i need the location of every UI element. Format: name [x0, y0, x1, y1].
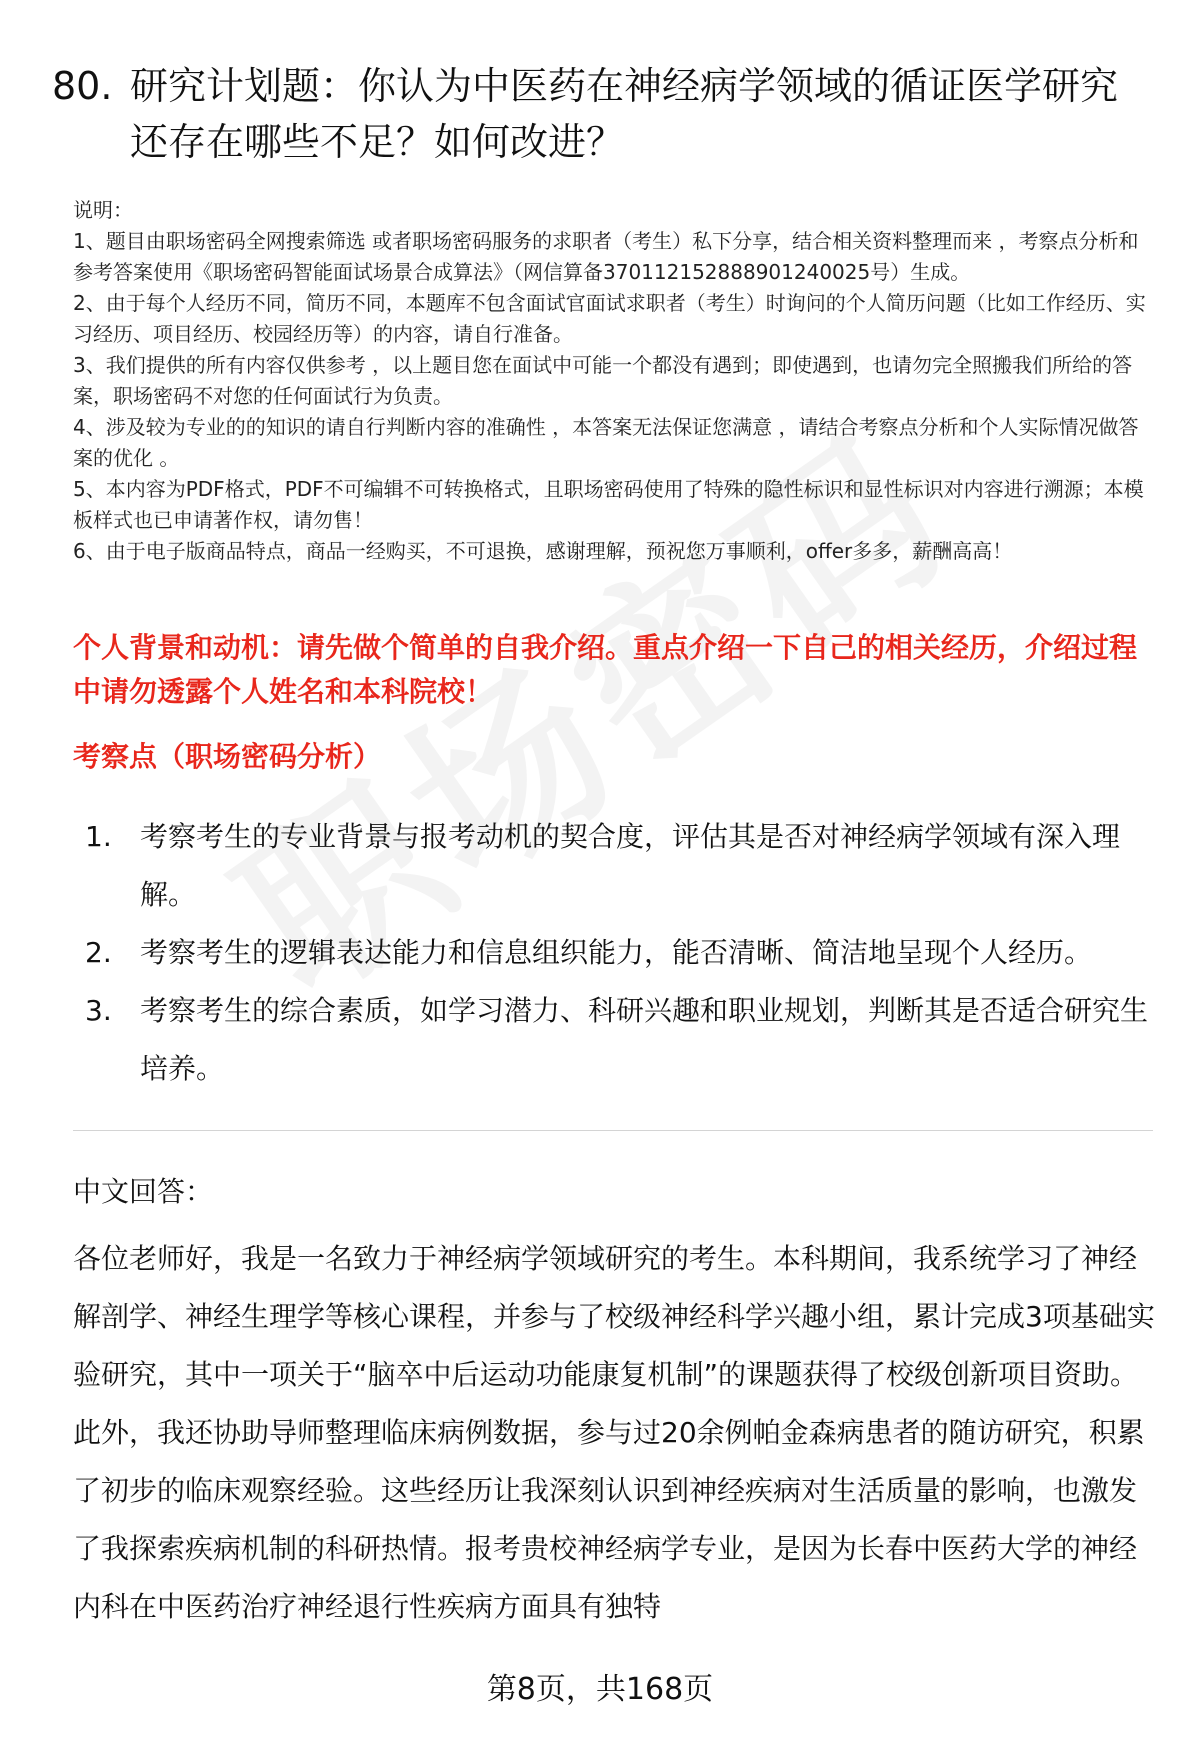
- question-heading: [52, 58, 1152, 170]
- point-text: 考察考生的专业背景与报考动机的契合度，评估其是否对神经病学领域有深入理解。: [140, 820, 1121, 911]
- notes-section: [73, 195, 1155, 567]
- answer-body: 各位老师好，我是一名致力于神经病学领域研究的考生。本科期间，我系统学习了神经解剖学、神经生理学等核心课程，并参与了校级神经科学兴趣小组，累计完成3项基础实验研究，其中一项关于“脑卒中后运动功能康复机制”的课题获得了校级创新项目资助。此外，我还协助导师整理临床病例数据，参与过20余例帕金森病患者的随访研究，积累了初步的临床观察经验。这些经历让我深刻认识到神经疾病对生活质量的影响，也激发了我探索疾病机制的科研热情。报考贵校神经病学专业，是因为长春中医药大学的神经内科在中医药治疗神经退行性疾病方面具有独特: [73, 1242, 1155, 1623]
- list-item: [73, 808, 1153, 924]
- notes-item: 6、由于电子版商品特点，商品一经购买，不可退换，感谢理解，预祝您万事顺利，offer多多，薪酬高高！: [73, 539, 1013, 563]
- notes-item: 3、我们提供的所有内容仅供参考 ，以上题目您在面试中可能一个都没有遇到；即使遇到，也请勿完全照搬我们所给的答案，职场密码不对您的任何面试行为负责。: [73, 353, 1133, 408]
- point-number: 1.: [85, 820, 112, 853]
- question-text: 研究计划题：你认为中医药在神经病学领域的循证医学研究还存在哪些不足？如何改进？: [130, 64, 1119, 164]
- analysis-points: [73, 808, 1153, 1098]
- notes-item: 1、题目由职场密码全网搜索筛选 或者职场密码服务的求职者（考生）私下分享，结合相关资料整理而来 ，考察点分析和参考答案使用《职场密码智能面试场景合成算法》（网信算备370112152888901240025号）生成。: [73, 229, 1139, 284]
- point-text: 考察考生的逻辑表达能力和信息组织能力，能否清晰、简洁地呈现个人经历。: [140, 936, 1093, 969]
- notes-item: 4、涉及较为专业的的知识的请自行判断内容的准确性 ，本答案无法保证您满意 ，请结合考察点分析和个人实际情况做答案的优化 。: [73, 415, 1139, 470]
- point-text: 考察考生的综合素质，如学习潜力、科研兴趣和职业规划，判断其是否适合研究生培养。: [140, 994, 1149, 1085]
- answer-label: 中文回答：: [73, 1175, 214, 1208]
- question-number: 80.: [52, 64, 113, 108]
- divider: [73, 1130, 1153, 1131]
- notes-item: 2、由于每个人经历不同，简历不同，本题库不包含面试官面试求职者（考生）时询问的个人简历问题（比如工作经历、实习经历、项目经历、校园经历等）的内容，请自行准备。: [73, 291, 1146, 346]
- notes-item: 5、本内容为PDF格式，PDF不可编辑不可转换格式，且职场密码使用了特殊的隐性标识和显性标识对内容进行溯源；本模板样式也已申请著作权，请勿售！: [73, 477, 1144, 532]
- list-item: [73, 924, 1153, 982]
- analysis-heading: 考察点（职场密码分析）: [73, 740, 382, 773]
- notes-title: 说明：: [73, 198, 133, 222]
- point-number: 3.: [85, 994, 112, 1027]
- intro-heading: 个人背景和动机：请先做个简单的自我介绍。重点介绍一下自己的相关经历，介绍过程中请勿透露个人姓名和本科院校！: [73, 631, 1138, 708]
- page-footer: 第8页，共168页: [486, 1672, 714, 1707]
- point-number: 2.: [85, 936, 112, 969]
- list-item: [73, 982, 1153, 1098]
